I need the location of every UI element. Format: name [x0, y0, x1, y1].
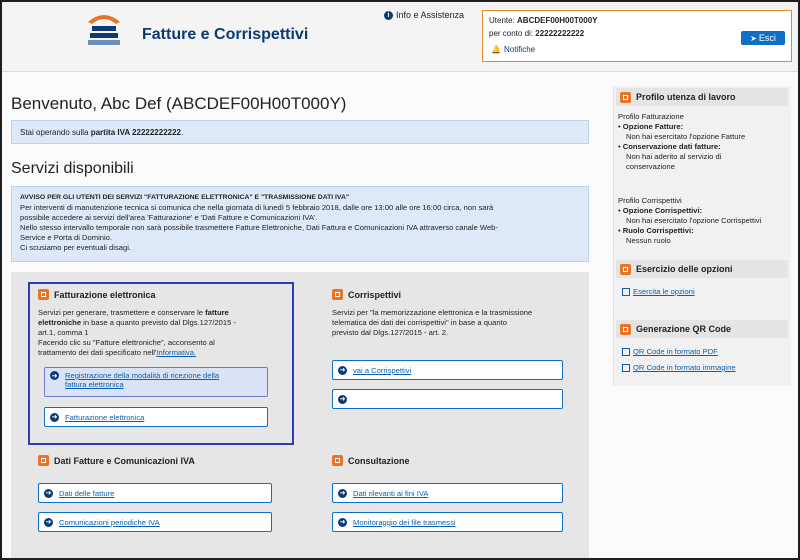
consultazione-title: Consultazione: [348, 455, 410, 466]
btn-label: Monitoraggio dei file trasmessi: [353, 517, 456, 527]
fatturazione-title: Fatturazione elettronica: [54, 289, 156, 300]
user-icon: [620, 92, 631, 103]
profilo-corrispettivi-block: Profilo Corrispettivi • Opzione Corrispettivi: Non hai esercitato l'opzione Corrispettivi • Ruolo Corrispettivi: Nessun ruolo: [618, 196, 788, 246]
dati-fatture-title: Dati Fatture e Comunicazioni IVA: [54, 455, 195, 466]
fe-text: Servizi per generare, trasmettere e conservare le: [38, 308, 206, 317]
ruolo-value: Nessun ruolo: [626, 236, 671, 245]
btn-label: Dati rilevanti ai fini IVA: [353, 488, 429, 498]
file-icon: [622, 348, 630, 356]
document-icon: [38, 289, 49, 300]
dati-fatture-button[interactable]: [38, 483, 272, 503]
arrow-right-icon: ➜: [339, 519, 346, 526]
btn-label: Registrazione della modalità di ricezione della: [65, 371, 220, 380]
partita-prefix: Stai operando sulla: [20, 128, 91, 137]
header: [2, 2, 798, 72]
avviso-line: Per interventi di manutenzione tecnica si comunica che nella giornata di lunedì 5 febbraio 2018, dalle ore 13:00 alle ore 16:00 circa, non sarà: [20, 203, 494, 212]
fe-text: Facendo clic su "Fatture elettroniche", acconsento al: [38, 338, 215, 347]
profilo-header: [616, 88, 788, 106]
dati-fatture-card-title: [38, 455, 195, 466]
corrispettivi-card-title: [332, 289, 401, 300]
user-label: Utente:: [489, 16, 518, 25]
user-line: [489, 16, 598, 25]
document-icon: [332, 289, 343, 300]
gear-icon: [620, 264, 631, 275]
document-icon: [332, 455, 343, 466]
btn-label: Fatturazione elettronica: [65, 412, 145, 422]
arrow-right-icon: ➜: [51, 414, 58, 421]
comunicazioni-iva-button[interactable]: [38, 512, 272, 532]
avviso-banner: [11, 186, 589, 262]
profilo-corrispettivi: Profilo Corrispettivi: [618, 196, 682, 205]
user-box: [482, 10, 792, 62]
esci-button[interactable]: [741, 31, 785, 45]
corr-text: previsto dal Dlgs.127/2015 - art. 2.: [332, 328, 449, 337]
arrow-right-icon: ➜: [45, 519, 52, 526]
fe-text-bold: fatture: [205, 308, 229, 317]
fe-text: trattamento dei dati specificato nell': [38, 348, 157, 357]
fe-text: in base a quanto previsto dal Dlgs.127/2015 -: [81, 318, 236, 327]
app-title: Fatture e Corrispettivi: [142, 26, 309, 43]
qr-image-link[interactable]: [622, 363, 736, 372]
notifiche-link[interactable]: [491, 45, 535, 54]
fe-text-bold: elettroniche: [38, 318, 82, 327]
registrazione-ricezione-button[interactable]: [44, 367, 268, 397]
consultazione-card-title: [332, 455, 410, 466]
informativa-link[interactable]: Informativa.: [156, 348, 197, 357]
avviso-line: Nello stesso intervallo temporale non sarà possibile trasmettere Fatture Elettroniche, Dati Fattura e Comunicazioni IVA attraverso canale Web-: [20, 223, 498, 232]
servizi-heading: Servizi disponibili: [11, 160, 134, 177]
corrispettivi-description: [332, 308, 572, 338]
qr-code-icon: [620, 324, 631, 335]
btn-label: Dati delle fatture: [59, 488, 115, 498]
partita-iva: partita IVA 22222222222: [90, 128, 181, 137]
avviso-line: possibile accedere ai servizi dell'area 'Fatturazione' e 'Dati Fatture e Comunicazioni IVA'.: [20, 213, 318, 222]
info-label: Info e Assistenza: [396, 10, 465, 20]
opzione-corr-label: Opzione Corrispettivi:: [622, 206, 703, 215]
fatturazione-card-title: [38, 289, 156, 300]
partita-suffix: .: [181, 128, 184, 137]
notifiche-label: Notifiche: [503, 45, 536, 54]
fe-text: art.1, comma 1: [38, 328, 89, 337]
info-icon: i: [384, 11, 393, 20]
esercizio-header: [616, 260, 788, 278]
bell-icon: 🔔: [491, 45, 501, 54]
logout-icon: ➤: [750, 33, 757, 43]
esercita-opzioni-link[interactable]: [622, 287, 695, 296]
partita-iva-banner: [11, 120, 589, 144]
qr-pdf-label: QR Code in formato PDF: [633, 347, 718, 356]
info-assistenza-link[interactable]: [384, 10, 464, 20]
page-frame: [2, 2, 798, 558]
esercizio-title: Esercizio delle opzioni: [636, 264, 733, 274]
document-icon: [38, 455, 49, 466]
edit-icon: [622, 288, 630, 296]
monitoraggio-button[interactable]: [332, 512, 563, 532]
corrispettivi-title: Corrispettivi: [348, 289, 402, 300]
conservazione-label: Conservazione dati fatture:: [622, 142, 721, 151]
fatturazione-elettronica-button[interactable]: [44, 407, 268, 427]
vai-corrispettivi-button[interactable]: [332, 360, 563, 380]
btn-label: fattura elettronica: [65, 380, 124, 389]
conservazione-value: conservazione: [626, 162, 675, 171]
ruolo-label: Ruolo Corrispettivi:: [622, 226, 694, 235]
welcome-heading: Benvenuto, Abc Def (ABCDEF00H00T000Y): [11, 94, 347, 113]
image-icon: [622, 364, 630, 372]
arrow-right-icon: ➜: [339, 490, 346, 497]
per-conto-id: 22222222222: [535, 29, 585, 38]
per-conto-label: per conto di:: [489, 29, 536, 38]
arrow-right-icon: ➜: [339, 396, 346, 403]
corr-text: telematica dei dati dei corrispettivi" in base a quanto: [332, 318, 507, 327]
opzione-fatture-value: Non hai esercitato l'opzione Fatture: [626, 132, 746, 141]
esci-label: Esci: [758, 33, 776, 43]
avviso-line: Ci scusiamo per eventuali disagi.: [20, 243, 132, 252]
opzione-corr-value: Non hai esercitato l'opzione Corrispettivi: [626, 216, 762, 225]
profilo-fatturazione: Profilo Fatturazione: [618, 112, 684, 121]
conservazione-value: Non hai aderito al servizio di: [626, 152, 722, 161]
corrispettivi-empty-button[interactable]: [332, 389, 563, 409]
fatturazione-description: [38, 308, 288, 358]
qr-title: Generazione QR Code: [636, 324, 732, 334]
agenzia-logo-icon: [82, 8, 126, 48]
btn-label: Comunicazioni periodiche IVA: [59, 517, 160, 527]
opzione-fatture-label: Opzione Fatture:: [622, 122, 684, 131]
corr-text: Servizi per "la memorizzazione elettronica e la trasmissione: [332, 308, 533, 317]
arrow-right-icon: ➜: [45, 490, 52, 497]
dati-rilevanti-button[interactable]: [332, 483, 563, 503]
user-id: ABCDEF00H00T000Y: [517, 16, 598, 25]
avviso-line: Service e Porta di Dominio.: [20, 233, 113, 242]
esercita-label: Esercita le opzioni: [633, 287, 695, 296]
btn-label: vai a Corrispettivi: [353, 365, 412, 375]
profilo-title: Profilo utenza di lavoro: [636, 92, 736, 102]
qr-header: [616, 320, 788, 338]
arrow-right-icon: ➜: [339, 367, 346, 374]
per-conto-line: [489, 29, 584, 38]
qr-pdf-link[interactable]: [622, 347, 718, 356]
profilo-fatturazione-block: Profilo Fatturazione • Opzione Fatture: Non hai esercitato l'opzione Fatture • Conservazione dati fatture: Non hai aderito al servizio di conservazione: [618, 112, 788, 172]
qr-img-label: QR Code in formato immagine: [633, 363, 736, 372]
arrow-right-icon: ➜: [51, 372, 58, 380]
avviso-title: AVVISO PER GLI UTENTI DEI SERVIZI "FATTURAZIONE ELETTRONICA" E "TRASMISSIONE DATI IVA": [20, 194, 350, 201]
